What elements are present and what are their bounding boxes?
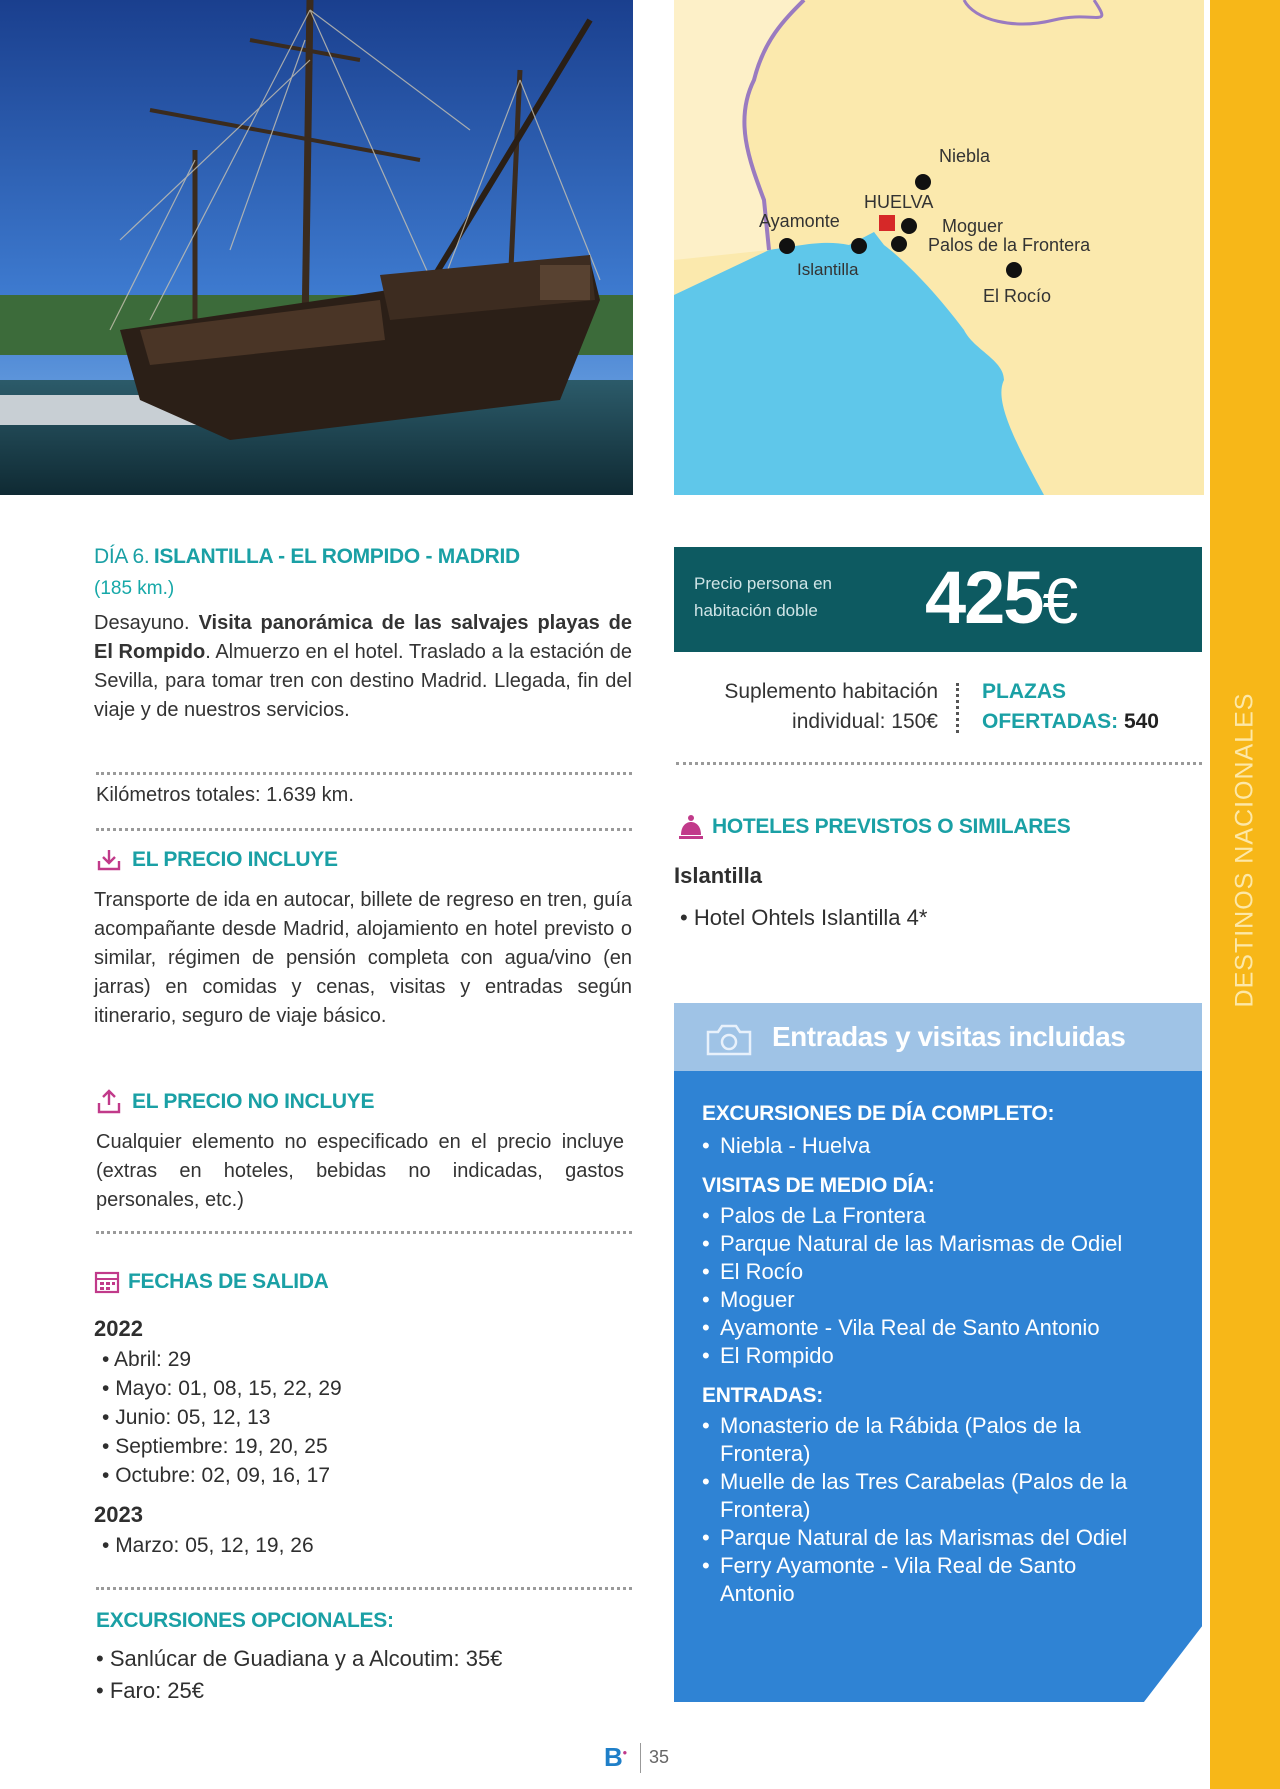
date-item: • Octubre: 02, 09, 16, 17	[102, 1464, 330, 1487]
divider	[676, 762, 1202, 765]
optional-title: EXCURSIONES OPCIONALES:	[96, 1609, 394, 1632]
hotel-item: • Hotel Ohtels Islantilla 4*	[680, 905, 928, 930]
hotel-bell-icon	[678, 813, 704, 841]
visit-item: • Niebla - Huelva	[702, 1133, 871, 1158]
divider	[96, 1587, 632, 1590]
side-section-label: DESTINOS NACIONALES	[1230, 692, 1259, 1008]
map-label-niebla: Niebla	[939, 146, 991, 166]
map-label-moguer: Moguer	[942, 216, 1004, 236]
brand-logo: B•	[604, 1742, 627, 1772]
km-total: Kilómetros totales: 1.639 km.	[96, 784, 354, 806]
optional-item: • Sanlúcar de Guadiana y a Alcoutim: 35€	[96, 1646, 503, 1671]
divider-vertical	[956, 683, 959, 733]
day6-title: DÍA 6. ISLANTILLA - EL ROMPIDO - MADRID	[94, 545, 520, 568]
footer-divider	[640, 1743, 641, 1773]
map-label-ayamonte: Ayamonte	[759, 211, 840, 231]
route-map	[674, 0, 1204, 495]
date-item: • Abril: 29	[102, 1348, 192, 1371]
map-label-el-rocio: El Rocío	[983, 286, 1052, 306]
includes-heading: EL PRECIO INCLUYE	[96, 848, 338, 872]
includes-text: Transporte de ida en autocar, billete de regreso en tren, guía acompañante desde Madrid, alojamiento en hotel previsto o similar, régimen de pensión completa con agua/vino (en jarras) en comidas y cenas, visitas y entradas según itinerario, seguro de viaje básico.	[94, 889, 632, 1027]
camera-icon	[704, 1018, 754, 1058]
visits-content	[702, 1102, 1192, 1608]
year-2023: 2023	[94, 1502, 143, 1527]
supplement: Suplemento habitación individual: 150€	[724, 680, 938, 733]
visit-item: • Parque Natural de las Marismas del Odiel	[702, 1525, 1128, 1550]
date-item: • Marzo: 05, 12, 19, 26	[102, 1534, 314, 1557]
price-label: Precio persona en habitación doble	[694, 574, 832, 620]
year-2022: 2022	[94, 1316, 143, 1341]
calendar-icon	[94, 1270, 120, 1294]
date-item: • Junio: 05, 12, 13	[102, 1406, 271, 1429]
map-label-palos: Palos de la Frontera	[928, 235, 1091, 255]
date-item: • Septiembre: 19, 20, 25	[102, 1435, 328, 1458]
full-day-title: EXCURSIONES DE DÍA COMPLETO:	[702, 1102, 1055, 1125]
download-icon	[96, 848, 122, 872]
visit-item: • El Rompido	[702, 1343, 834, 1368]
price-value: 425€	[925, 556, 1077, 639]
excludes-heading: EL PRECIO NO INCLUYE	[96, 1089, 374, 1115]
optional-item: • Faro: 25€	[96, 1678, 204, 1703]
hotels-heading: HOTELES PREVISTOS O SIMILARES	[678, 813, 1070, 841]
excludes-text: Cualquier elemento no especificado en el precio incluye (extras en hoteles, bebidas no indicadas, gastos personales, etc.)	[96, 1131, 624, 1211]
divider	[96, 1231, 632, 1234]
map-label-huelva: HUELVA	[864, 192, 934, 212]
dates-list-2023	[102, 1531, 314, 1560]
page-number: 35	[649, 1747, 670, 1767]
visit-item: • El Rocío	[702, 1259, 804, 1284]
hotel-city: Islantilla	[674, 863, 763, 888]
visit-item: • Palos de La Frontera	[702, 1203, 926, 1228]
visit-item: • Ayamonte - Vila Real de Santo Antonio	[702, 1315, 1100, 1340]
visits-title: Entradas y visitas incluidas	[772, 1021, 1126, 1052]
visit-item: • Parque Natural de las Marismas de Odiel	[702, 1231, 1123, 1256]
visit-item: • Monasterio de la Rábida (Palos de la Frontera)	[702, 1413, 1081, 1466]
day6-distance: (185 km.)	[94, 578, 175, 599]
ship-photo	[0, 0, 633, 495]
half-day-title: VISITAS DE MEDIO DÍA:	[702, 1174, 935, 1197]
visit-item: • Ferry Ayamonte - Vila Real de Santo Antonio	[702, 1553, 1077, 1606]
date-item: • Mayo: 01, 08, 15, 22, 29	[102, 1377, 342, 1400]
entries-title: ENTRADAS:	[702, 1384, 823, 1407]
map-label-islantilla: Islantilla	[797, 260, 859, 279]
seats-offered: PLAZAS OFERTADAS: 540	[982, 680, 1159, 733]
visit-item: • Muelle de las Tres Carabelas (Palos de la Frontera)	[702, 1469, 1128, 1522]
upload-icon	[96, 1089, 122, 1115]
divider	[96, 772, 632, 775]
divider	[96, 828, 632, 831]
visits-header	[674, 1003, 1202, 1071]
dates-list-2022	[102, 1345, 342, 1490]
optional-list	[96, 1643, 502, 1707]
day6-text: Desayuno. Visita panorámica de las salvajes playas de El Rompido. Almuerzo en el hotel. Traslado a la estación de Sevilla, para tomar tren con destino Madrid. Llegada, fin del viaje y de nuestros servicios.	[94, 612, 633, 721]
dates-heading: FECHAS DE SALIDA	[94, 1270, 329, 1294]
visit-item: • Moguer	[702, 1287, 795, 1312]
